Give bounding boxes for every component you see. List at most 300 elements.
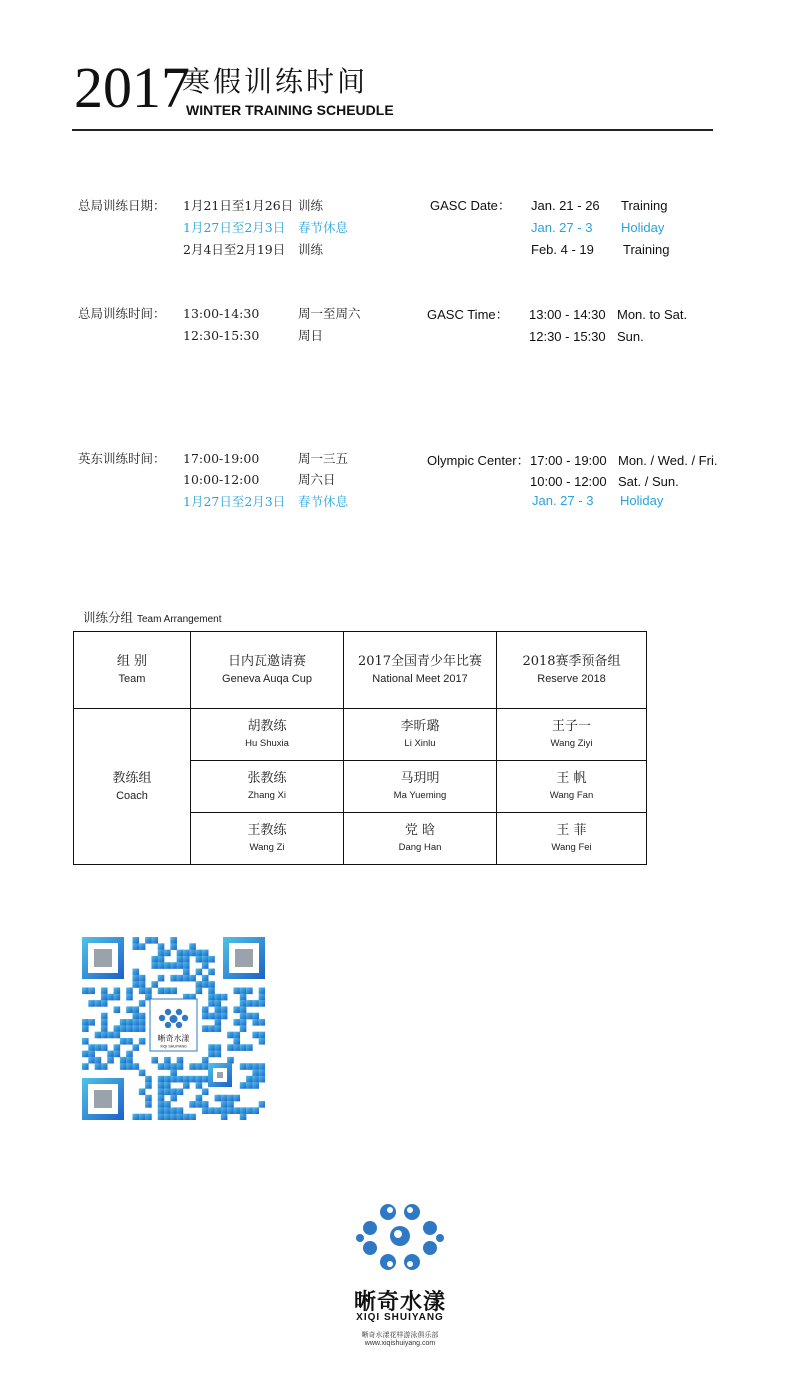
qr-module bbox=[170, 962, 177, 969]
coach-label-en: Coach bbox=[116, 789, 148, 802]
qr-module bbox=[240, 1107, 247, 1114]
qr-module bbox=[158, 1088, 165, 1095]
cell-en: Wang Fei bbox=[551, 841, 592, 853]
title-english: WINTER TRAINING SCHEUDLE bbox=[186, 102, 394, 118]
qr-module bbox=[164, 1082, 171, 1089]
header-cn: 日内瓦邀请赛 bbox=[227, 654, 306, 669]
qr-module bbox=[252, 1107, 259, 1114]
qr-module bbox=[158, 1063, 165, 1070]
qr-module bbox=[170, 943, 177, 950]
qr-module bbox=[164, 1101, 171, 1108]
table-cell bbox=[191, 813, 344, 865]
cell-cn: 李昕璐 bbox=[400, 718, 440, 734]
qr-module bbox=[246, 1076, 253, 1083]
qr-module bbox=[240, 987, 247, 994]
header-en: Team bbox=[118, 673, 146, 685]
qr-module bbox=[196, 1095, 203, 1102]
qr-module bbox=[183, 962, 190, 969]
qr-module bbox=[107, 1032, 114, 1039]
qr-module bbox=[196, 987, 203, 994]
qr-module bbox=[208, 1107, 215, 1114]
qr-module bbox=[145, 1082, 152, 1089]
qr-module bbox=[82, 1063, 89, 1070]
qr-module bbox=[259, 994, 265, 1001]
olympic-days-en: Sat. / Sun. bbox=[618, 474, 679, 489]
qr-module bbox=[215, 1051, 222, 1058]
qr-module bbox=[177, 1063, 184, 1070]
qr-module bbox=[95, 1032, 102, 1039]
header-cn: 组 别 bbox=[116, 654, 148, 669]
qr-module bbox=[145, 937, 152, 944]
header-cell-reserve bbox=[497, 632, 647, 709]
qr-module bbox=[240, 1019, 247, 1026]
qr-module bbox=[114, 1051, 121, 1058]
olympic-slot-en: 10:00 - 12:00 bbox=[530, 474, 607, 489]
qr-module bbox=[202, 950, 209, 957]
gasc-date-label-cn: 总局训练日期： bbox=[78, 198, 166, 213]
qr-module bbox=[177, 1114, 184, 1120]
qr-module bbox=[114, 987, 121, 994]
qr-module bbox=[183, 969, 190, 976]
qr-module bbox=[196, 956, 203, 963]
gasc-time-slot-en: 12:30 - 15:30 bbox=[529, 329, 606, 344]
qr-module bbox=[221, 1006, 228, 1013]
qr-module bbox=[101, 1000, 108, 1007]
cell-cn: 王教练 bbox=[247, 822, 287, 838]
qr-module bbox=[139, 1114, 146, 1120]
gasc-date-note: 训练 bbox=[298, 242, 324, 257]
qr-module bbox=[177, 962, 184, 969]
qr-module bbox=[240, 1063, 247, 1070]
qr-module bbox=[132, 975, 139, 982]
qr-module bbox=[164, 1057, 171, 1064]
qr-module bbox=[202, 975, 209, 982]
qr-module bbox=[114, 1025, 121, 1032]
qr-module bbox=[196, 950, 203, 957]
qr-module bbox=[202, 1107, 209, 1114]
qr-module bbox=[240, 1044, 247, 1051]
qr-module bbox=[101, 1013, 108, 1020]
gasc-date-note: 训练 bbox=[298, 198, 324, 213]
team-caption bbox=[83, 609, 222, 629]
qr-module bbox=[196, 1063, 203, 1070]
qr-module bbox=[177, 950, 184, 957]
table-cell bbox=[191, 709, 344, 761]
olympic-slot-en: Jan. 27 - 3 bbox=[532, 493, 594, 508]
qr-module bbox=[208, 1000, 215, 1007]
olympic-slot: 17:00-19:00 bbox=[183, 451, 260, 466]
qr-center-sub: XIQI SHUIYANG bbox=[160, 1044, 187, 1049]
gasc-date-range-en: Jan. 27 - 3 bbox=[531, 220, 593, 235]
qr-module bbox=[132, 937, 139, 944]
qr-module bbox=[164, 962, 171, 969]
qr-module bbox=[215, 994, 222, 1001]
qr-module bbox=[88, 987, 95, 994]
qr-module bbox=[164, 1076, 171, 1083]
qr-module bbox=[164, 950, 171, 957]
qr-module bbox=[170, 1063, 177, 1070]
qr-code[interactable] bbox=[82, 937, 265, 1120]
qr-module bbox=[177, 1076, 184, 1083]
qr-module bbox=[215, 1025, 222, 1032]
qr-module bbox=[202, 1101, 209, 1108]
qr-module bbox=[88, 1019, 95, 1026]
qr-module bbox=[164, 987, 171, 994]
qr-module bbox=[82, 1025, 89, 1032]
qr-module bbox=[132, 1063, 139, 1070]
qr-module bbox=[151, 981, 158, 988]
team-caption-cn: 训练分组 bbox=[83, 610, 134, 625]
qr-module bbox=[158, 975, 165, 982]
cell-en: Hu Shuxia bbox=[245, 737, 289, 749]
qr-module bbox=[158, 943, 165, 950]
qr-module bbox=[183, 975, 190, 982]
qr-module bbox=[252, 1032, 259, 1039]
cell-en: Zhang Xi bbox=[247, 789, 287, 801]
qr-module bbox=[208, 1044, 215, 1051]
qr-module bbox=[246, 1044, 253, 1051]
qr-module bbox=[202, 1063, 209, 1070]
cell-en: Wang Zi bbox=[249, 841, 285, 853]
qr-module bbox=[208, 994, 215, 1001]
qr-module bbox=[132, 1044, 139, 1051]
qr-module bbox=[233, 1038, 240, 1045]
qr-module bbox=[202, 1088, 209, 1095]
qr-module bbox=[132, 943, 139, 950]
table-cell bbox=[191, 761, 344, 813]
qr-module bbox=[202, 962, 209, 969]
qr-module bbox=[183, 1076, 190, 1083]
qr-module bbox=[259, 1101, 265, 1108]
gasc-date-range: 2月4日至2月19日 bbox=[183, 242, 286, 257]
title-chinese: 寒假训练时间 bbox=[182, 65, 369, 98]
qr-module bbox=[139, 1000, 146, 1007]
header-cell-team bbox=[74, 632, 191, 709]
qr-module bbox=[208, 987, 215, 994]
qr-module bbox=[114, 1006, 121, 1013]
qr-module bbox=[132, 981, 139, 988]
qr-module bbox=[227, 1057, 234, 1064]
qr-module bbox=[114, 1032, 121, 1039]
cell-cn: 党 晗 bbox=[404, 822, 436, 838]
table-cell bbox=[344, 813, 497, 865]
qr-module bbox=[120, 1019, 127, 1026]
qr-module bbox=[88, 1044, 95, 1051]
qr-module bbox=[259, 1076, 265, 1083]
qr-module bbox=[120, 1057, 127, 1064]
qr-module bbox=[259, 1019, 265, 1026]
qr-module bbox=[240, 994, 247, 1001]
gasc-date-label-en: GASC Date： bbox=[430, 198, 511, 213]
qr-module bbox=[183, 1114, 190, 1120]
qr-module bbox=[139, 1013, 146, 1020]
qr-module bbox=[215, 1044, 222, 1051]
qr-module bbox=[132, 1025, 139, 1032]
qr-module bbox=[126, 987, 133, 994]
qr-module bbox=[88, 1057, 95, 1064]
gasc-date-range: 1月27日至2月3日 bbox=[183, 220, 286, 235]
qr-module bbox=[233, 1006, 240, 1013]
qr-module bbox=[246, 1013, 253, 1020]
qr-module bbox=[170, 975, 177, 982]
qr-module bbox=[158, 956, 165, 963]
gasc-date-range-en: Jan. 21 - 26 bbox=[531, 198, 600, 213]
qr-module bbox=[170, 1076, 177, 1083]
qr-module bbox=[189, 1101, 196, 1108]
cell-en: Wang Fan bbox=[549, 789, 594, 801]
qr-module bbox=[170, 1114, 177, 1120]
olympic-days: 春节休息 bbox=[298, 494, 349, 509]
qr-module bbox=[120, 1038, 127, 1045]
cell-cn: 张教练 bbox=[247, 770, 287, 786]
qr-module bbox=[95, 1057, 102, 1064]
qr-module bbox=[114, 1044, 121, 1051]
gasc-time-slot-en: 13:00 - 14:30 bbox=[529, 307, 606, 322]
qr-module bbox=[95, 1044, 102, 1051]
qr-module bbox=[132, 1114, 139, 1120]
gasc-date-note-en: Training bbox=[621, 198, 668, 213]
cell-cn: 马玥明 bbox=[400, 770, 440, 786]
gasc-time-slot: 12:30-15:30 bbox=[183, 328, 260, 343]
qr-module bbox=[164, 1063, 171, 1070]
qr-module bbox=[215, 1000, 222, 1007]
qr-module bbox=[170, 1095, 177, 1102]
qr-module bbox=[252, 1070, 259, 1077]
table-cell bbox=[344, 761, 497, 813]
table-row bbox=[74, 709, 647, 761]
qr-module bbox=[215, 1013, 222, 1020]
qr-module bbox=[246, 1000, 253, 1007]
qr-module bbox=[101, 1025, 108, 1032]
gasc-time-days-en: Sun. bbox=[617, 329, 644, 344]
qr-module bbox=[139, 975, 146, 982]
qr-module bbox=[82, 1019, 89, 1026]
qr-module bbox=[82, 1051, 89, 1058]
qr-module bbox=[120, 1025, 127, 1032]
qr-module bbox=[145, 987, 152, 994]
qr-module bbox=[246, 1082, 253, 1089]
qr-module bbox=[88, 1051, 95, 1058]
qr-module bbox=[170, 987, 177, 994]
qr-module bbox=[82, 987, 89, 994]
qr-module bbox=[252, 1019, 259, 1026]
gasc-date-note-en: Training bbox=[623, 242, 670, 257]
header-en: Geneva Auqa Cup bbox=[222, 673, 312, 685]
qr-module bbox=[95, 1000, 102, 1007]
qr-module bbox=[107, 994, 114, 1001]
qr-module bbox=[202, 956, 209, 963]
qr-module bbox=[126, 1063, 133, 1070]
gasc-time-days: 周日 bbox=[298, 328, 324, 343]
brand-subtitle: 晰奇水漾花样游泳俱乐部 bbox=[361, 1331, 439, 1339]
qr-module bbox=[158, 950, 165, 957]
qr-module bbox=[177, 1057, 184, 1064]
qr-module bbox=[158, 1082, 165, 1089]
qr-module bbox=[101, 994, 108, 1001]
qr-module bbox=[208, 969, 215, 976]
qr-module bbox=[202, 1025, 209, 1032]
qr-module bbox=[208, 956, 215, 963]
qr-module bbox=[196, 969, 203, 976]
qr-module bbox=[164, 1107, 171, 1114]
qr-module bbox=[259, 1038, 265, 1045]
team-caption-en: Team Arrangement bbox=[137, 614, 222, 625]
coach-label-cn: 教练组 bbox=[112, 770, 152, 786]
qr-module bbox=[139, 943, 146, 950]
qr-module bbox=[126, 1057, 133, 1064]
qr-module bbox=[158, 1114, 165, 1120]
qr-module bbox=[132, 1019, 139, 1026]
qr-module bbox=[208, 1025, 215, 1032]
cell-cn: 王 菲 bbox=[556, 822, 587, 838]
qr-module bbox=[139, 1070, 146, 1077]
qr-module bbox=[221, 994, 228, 1001]
qr-module bbox=[221, 1107, 228, 1114]
qr-module bbox=[246, 1063, 253, 1070]
qr-module bbox=[240, 1025, 247, 1032]
qr-module bbox=[202, 981, 209, 988]
olympic-slot-en: 17:00 - 19:00 bbox=[530, 453, 607, 468]
brand-name-en: XIQI SHUIYANG bbox=[356, 1312, 444, 1323]
qr-module bbox=[252, 1013, 259, 1020]
qr-module bbox=[151, 956, 158, 963]
gasc-date-range-en: Feb. 4 - 19 bbox=[531, 242, 594, 257]
qr-module bbox=[215, 1095, 222, 1102]
qr-module bbox=[170, 1107, 177, 1114]
qr-module bbox=[139, 1038, 146, 1045]
gasc-time-days-en: Mon. to Sat. bbox=[617, 307, 688, 322]
qr-module bbox=[189, 1114, 196, 1120]
gasc-date-range: 1月21日至1月26日 bbox=[183, 198, 294, 213]
qr-module bbox=[177, 956, 184, 963]
qr-module bbox=[126, 1019, 133, 1026]
qr-module bbox=[208, 1013, 215, 1020]
table-cell bbox=[497, 709, 647, 761]
header-en: Reserve 2018 bbox=[537, 673, 606, 685]
gasc-time-days: 周一至周六 bbox=[298, 306, 361, 321]
brand-url[interactable]: www.xiqishuiyang.com bbox=[364, 1340, 436, 1347]
qr-module bbox=[215, 1006, 222, 1013]
qr-module bbox=[189, 1063, 196, 1070]
qr-module bbox=[82, 1038, 89, 1045]
qr-center-text: 晰奇水漾 bbox=[157, 1034, 190, 1043]
qr-module bbox=[233, 1032, 240, 1039]
qr-module bbox=[246, 987, 253, 994]
olympic-label-cn: 英东训练时间： bbox=[78, 451, 166, 466]
qr-module bbox=[158, 962, 165, 969]
cell-en: Li Xinlu bbox=[404, 737, 436, 749]
qr-module bbox=[252, 1000, 259, 1007]
qr-module bbox=[139, 987, 146, 994]
qr-module bbox=[252, 1063, 259, 1070]
qr-module bbox=[227, 1101, 234, 1108]
cell-en: Ma Yueming bbox=[393, 789, 447, 801]
qr-module bbox=[259, 1000, 265, 1007]
qr-module bbox=[145, 1076, 152, 1083]
olympic-days-en: Mon. / Wed. / Fri. bbox=[618, 453, 718, 468]
qr-module bbox=[259, 1063, 265, 1070]
header-en: National Meet 2017 bbox=[372, 673, 468, 685]
qr-module bbox=[240, 1082, 247, 1089]
qr-module bbox=[158, 1101, 165, 1108]
header-cn: 2018赛季预备组 bbox=[522, 654, 621, 669]
table-cell bbox=[497, 761, 647, 813]
qr-module bbox=[120, 1063, 127, 1070]
qr-module bbox=[208, 981, 215, 988]
header-cell-national bbox=[344, 632, 497, 709]
qr-module bbox=[240, 1000, 247, 1007]
qr-module bbox=[233, 1019, 240, 1026]
qr-module bbox=[183, 956, 190, 963]
header-cn: 2017全国青少年比赛 bbox=[357, 654, 483, 669]
olympic-days-en: Holiday bbox=[620, 493, 664, 508]
qr-module bbox=[252, 1076, 259, 1083]
olympic-days: 周一三五 bbox=[298, 451, 349, 466]
gasc-time-slot: 13:00-14:30 bbox=[183, 306, 260, 321]
qr-module bbox=[114, 994, 121, 1001]
cell-en: Dang Han bbox=[398, 841, 442, 853]
qr-module bbox=[126, 994, 133, 1001]
qr-module bbox=[151, 962, 158, 969]
team-table bbox=[73, 631, 647, 865]
olympic-slot: 10:00-12:00 bbox=[183, 472, 260, 487]
gasc-date-note: 春节休息 bbox=[298, 220, 349, 235]
qr-module bbox=[107, 1051, 114, 1058]
qr-module bbox=[233, 1044, 240, 1051]
qr-module bbox=[233, 1107, 240, 1114]
qr-module bbox=[202, 1057, 209, 1064]
qr-module bbox=[164, 1088, 171, 1095]
qr-module bbox=[233, 987, 240, 994]
qr-module bbox=[189, 950, 196, 957]
qr-module bbox=[101, 1044, 108, 1051]
gasc-time-label-cn: 总局训练时间： bbox=[78, 306, 166, 321]
qr-module bbox=[221, 1095, 228, 1102]
qr-module bbox=[101, 1019, 108, 1026]
qr-module bbox=[139, 1025, 146, 1032]
qr-module bbox=[170, 937, 177, 944]
qr-module bbox=[202, 1076, 209, 1083]
qr-module bbox=[189, 943, 196, 950]
qr-module bbox=[101, 1063, 108, 1070]
qr-module bbox=[158, 1107, 165, 1114]
table-header-row bbox=[74, 632, 647, 709]
olympic-slot: 1月27日至2月3日 bbox=[183, 494, 286, 509]
gasc-time-label-en: GASC Time： bbox=[427, 307, 509, 322]
qr-module bbox=[246, 1107, 253, 1114]
qr-module bbox=[183, 950, 190, 957]
qr-module bbox=[139, 981, 146, 988]
qr-module bbox=[221, 1013, 228, 1020]
qr-module bbox=[202, 1013, 209, 1020]
qr-module bbox=[132, 1006, 139, 1013]
qr-module bbox=[177, 1107, 184, 1114]
qr-module bbox=[151, 937, 158, 944]
qr-module bbox=[227, 1032, 234, 1039]
qr-module bbox=[196, 1082, 203, 1089]
qr-module bbox=[145, 1114, 152, 1120]
qr-module bbox=[259, 987, 265, 994]
cell-en: Wang Ziyi bbox=[550, 737, 593, 749]
qr-module bbox=[177, 975, 184, 982]
gasc-date-note-en: Holiday bbox=[621, 220, 665, 235]
qr-module bbox=[95, 1063, 102, 1070]
qr-module bbox=[233, 1095, 240, 1102]
qr-module bbox=[139, 1019, 146, 1026]
qr-module bbox=[126, 1006, 133, 1013]
qr-module bbox=[132, 969, 139, 976]
qr-module bbox=[101, 987, 108, 994]
